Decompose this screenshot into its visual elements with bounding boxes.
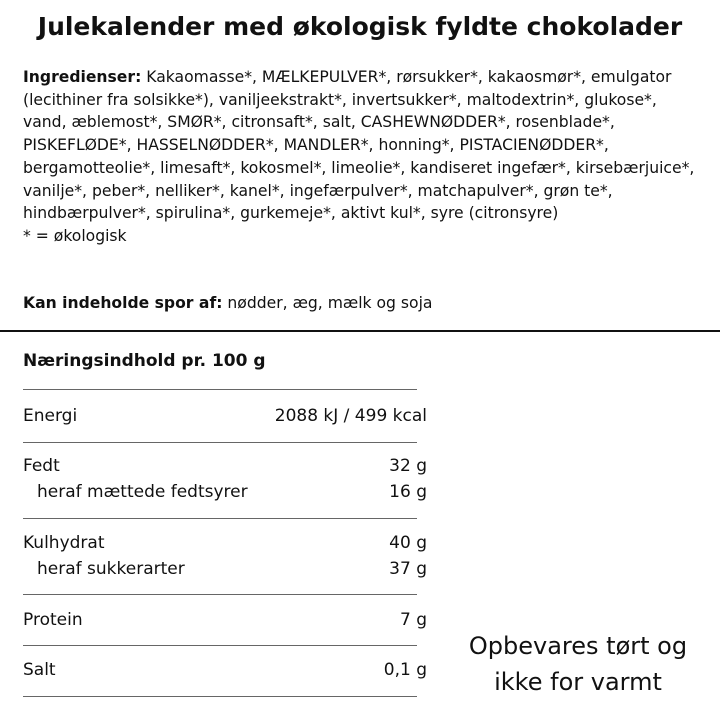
row-value: 0,1 g bbox=[383, 660, 427, 680]
nutrition-row-energy bbox=[23, 403, 427, 429]
table-rule bbox=[23, 442, 417, 443]
row-value: 2088 kJ / 499 kcal bbox=[274, 406, 427, 426]
table-rule bbox=[23, 389, 417, 390]
row-value: 16 g bbox=[389, 482, 427, 502]
nutrition-row-saturated-fat bbox=[23, 479, 427, 505]
row-label: Protein bbox=[23, 610, 83, 630]
allergens-label: Kan indeholde spor af: bbox=[23, 294, 223, 312]
nutrition-row-sugars bbox=[23, 556, 427, 582]
section-divider bbox=[0, 330, 720, 332]
allergens-section bbox=[23, 292, 703, 315]
row-label: Kulhydrat bbox=[23, 533, 105, 553]
table-rule bbox=[23, 645, 417, 646]
nutrition-row-carbohydrate bbox=[23, 530, 427, 556]
row-label: heraf mættede fedtsyrer bbox=[37, 482, 248, 502]
row-value: 37 g bbox=[389, 559, 427, 579]
table-rule bbox=[23, 518, 417, 519]
nutrition-heading: Næringsindhold pr. 100 g bbox=[23, 351, 266, 371]
ingredients-label: Ingredienser: bbox=[23, 68, 142, 86]
row-value: 7 g bbox=[399, 610, 427, 630]
nutrition-row-protein bbox=[23, 607, 427, 633]
ingredients-section bbox=[23, 66, 703, 248]
row-label: Fedt bbox=[23, 456, 60, 476]
page-title: Julekalender med økologisk fyldte chokolader bbox=[37, 12, 683, 41]
allergens-text: nødder, æg, mælk og soja bbox=[222, 294, 433, 312]
nutrition-row-salt bbox=[23, 657, 427, 683]
row-label: Salt bbox=[23, 660, 56, 680]
table-rule bbox=[23, 696, 417, 697]
ingredients-text: Kakaomasse*, MÆLKEPULVER*, rørsukker*, kakaosmør*, emulgator (lecithiner fra solsikke*), vaniljeekstrakt*, invertsukker*, maltodextrin*, glukose*, vand, æblemost*, SMØR*, citronsaft*, salt, CASHEWNØDDER*, rosenblade*, PISKEFLØDE*, HASSELNØDDER*, MANDLER*, honning*, PISTACIENØDDER*, bergamotteolie*, limesaft*, kokosmel*, limeolie*, kandiseret ingefær*, kirsebærjuice*, vanilje*, peber*, nelliker*, kanel*, ingefærpulver*, matchapulver*, grøn te*, hindbærpulver*, spirulina*, gurkemeje*, aktivt kul*, syre (citronsyre) bbox=[23, 68, 695, 223]
storage-instructions bbox=[446, 628, 710, 700]
storage-line-1: Opbevares tørt og bbox=[468, 632, 688, 660]
row-label: heraf sukkerarter bbox=[37, 559, 185, 579]
organic-footnote: * = økologisk bbox=[23, 226, 127, 245]
nutrition-row-fat bbox=[23, 453, 427, 479]
storage-line-2: ikke for varmt bbox=[494, 668, 662, 696]
row-label: Energi bbox=[23, 406, 78, 426]
table-rule bbox=[23, 594, 417, 595]
row-value: 32 g bbox=[389, 456, 427, 476]
row-value: 40 g bbox=[389, 533, 427, 553]
